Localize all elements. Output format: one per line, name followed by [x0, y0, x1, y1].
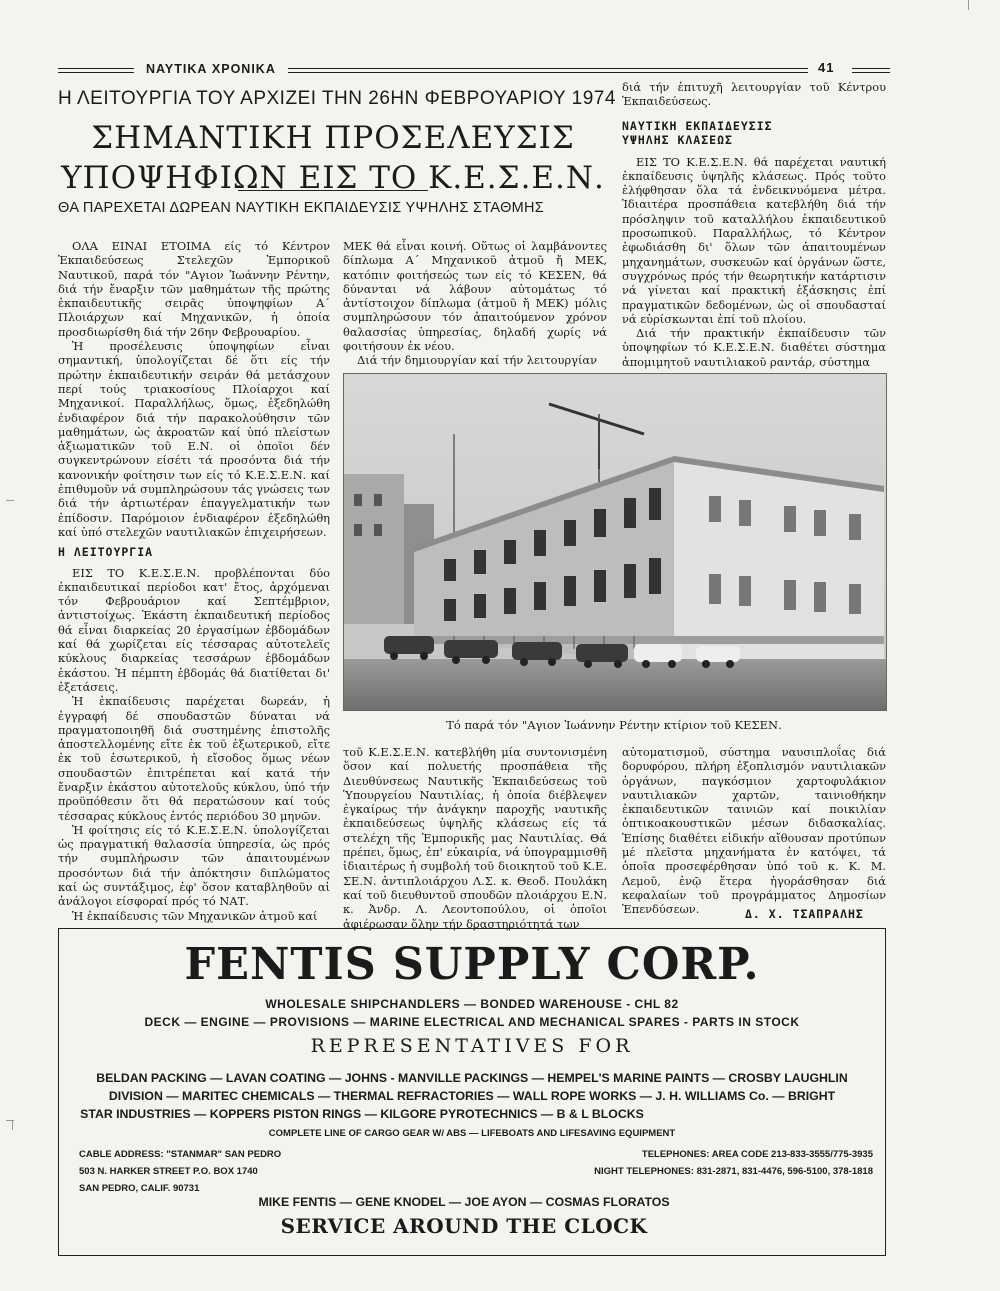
- ad-street-address: 503 N. HARKER STREET P.O. BOX 1740: [79, 1166, 258, 1177]
- ad-line-deck: DECK — ENGINE — PROVISIONS — MARINE ELECTRICAL AND MECHANICAL SPARES - PARTS IN STOCK: [144, 1015, 800, 1029]
- paragraph: τοῦ Κ.Ε.Σ.Ε.Ν. κατεβλήθη μία συντονισμένη ὅσον καί πολυετής προσπάθεια τῆς Διευθύνσεως Ναυτικῆς Ἐκπαιδεύσεως τοῦ Ὑπουργείου Ναυτιλίας, ἡ ὁποία διέβλεψεν ἐγκαίρως τήν ἀνάγκην παροχῆς ναυτικῆς ἐκπαιδεύσεως ὑψηλῆς κλάσεως είς τά στελέχη τῆς Ἐμπορικῆς μας Ναυτιλίας. Θά πρέπει, ὅμως, ἐπ' εὐκαιρία, νά ὑπογραμμισθῆ ἰδιαιτέρως ἡ συμβολή τοῦ διοικητοῦ τοῦ Κ.Ε. ΣΕ.Ν. ἀντιπλοιάρχου Λ.Σ. κ. Θεοδ. Πουλάκη καί τοῦ διευθυντοῦ σπουδῶν πλοιάρχου Ε.Ν. κ. Ἀνδρ. Λ. Λεοντοπούλου, οἱ ὁποῖοι ἀφιέρωσαν ὅλην τήν δραστηριότητά των: [343, 745, 607, 931]
- article-column-2-top: [343, 239, 607, 368]
- paragraph: ΟΛΑ ΕΙΝΑΙ ΕΤΟΙΜΑ είς τό Κέντρον Ἐκπαιδεύσεως Στελεχῶν Ἐμπορικοῦ Ναυτικοῦ, παρά τόν "Αγιον Ἰωάννην Ρέντην, διά τήν ἔναρξιν τῶν μαθημάτων τῆς πρώτης ἐκπαιδευτικῆς σειρᾶς ὑποψηφίων Α΄ Πλοιάρχων καί Μηχανικῶν, ἡ ὁποία προσδιωρίσθη διά τήν 26ην Φεβρουαρίου.: [58, 239, 330, 339]
- title-divider: [238, 190, 428, 191]
- section-heading: Η ΛΕΙΤΟΥΡΓΙΑ: [58, 545, 154, 560]
- header-rule-mid-2: [288, 72, 808, 73]
- header-rule-left-2: [58, 72, 134, 73]
- page-number: 41: [818, 60, 835, 75]
- ad-reps-line-1: BELDAN PACKING — LAVAN COATING — JOHNS - MANVILLE PACKINGS — HEMPEL'S MARINE PAINTS — CROSBY LAUGHLIN: [96, 1071, 848, 1085]
- article-subtitle: ΘΑ ΠΑΡΕΧΕΤΑΙ ΔΩΡΕΑΝ ΝΑΥΤΙΚΗ ΕΚΠΑΙΔΕΥΣΙΣ ΥΨΗΛΗΣ ΣΤΑΘΜΗΣ: [58, 200, 545, 216]
- ad-slogan: SERVICE AROUND THE CLOCK: [280, 1214, 648, 1238]
- paragraph: Ἡ ἐκπαίδευσις παρέχεται δωρεάν, ἡ ἐγγραφή δέ σπουδαστῶν δύναται νά πραγματοποιηθῆ διά συστημένης ἐπιστολῆς ἀποστελλομένης εἴτε ἐκ τοῦ ἐξωτερικοῦ, εἴτε ἐκ τοῦ ἐσωτερικοῦ, ἡ εἴσοδος ὅμως νέων σπουδαστῶν ἐπιτρέπεται καί κατά τήν ἔναρξιν ἑκάστου αὐτοτελοῦς κύκλου, ὑπό τήν προϋπόθεσιν ὅτι θά περατώσουν καί τούς τέσσαρας κύκλους ἐντός περιόδου 30 μηνῶν.: [58, 694, 330, 823]
- paragraph: Ἡ ἐκπαίδευσις τῶν Μηχανικῶν ἀτμοῦ καί: [72, 908, 318, 923]
- article-title: [58, 118, 608, 198]
- article-column-3-bottom: [622, 745, 886, 917]
- ad-cable-address: CABLE ADDRESS: "STANMAR" SAN PEDRO: [79, 1149, 282, 1160]
- section-heading-line-2: ΥΨΗΛΗΣ ΚΛΑΣΕΩΣ: [622, 132, 733, 147]
- paragraph: διά τήν ἐπιτυχῆ λειτουργίαν τοῦ Κέντρου Ἐκπαιδεύσεως.: [622, 80, 886, 109]
- section-heading-line-1: ΝΑΥΤΙΚΗ ΕΚΠΑΙΔΕΥΣΙΣ: [622, 118, 773, 133]
- building-photo: [343, 373, 887, 711]
- author-signature: Δ. Χ. ΤΣΑΠΡΑΛΗΣ: [745, 907, 864, 921]
- article-column-3-top: [622, 80, 886, 369]
- ad-names: MIKE FENTIS — GENE KNODEL — JOE AYON — COSMAS FLORATOS: [258, 1195, 670, 1209]
- article-title-line-1: ΣΗΜΑΝΤΙΚΗ ΠΡΟΣΕΛΕΥΣΙΣ: [91, 120, 575, 156]
- header-rule-mid: [288, 68, 808, 69]
- article-column-2-bottom: [343, 745, 607, 931]
- article-column-1: [58, 239, 330, 923]
- header-rule-right-2: [852, 72, 890, 73]
- paragraph: ΜΕΚ θά εἶναι κοινή. Οὕτως οἱ λαμβάνοντες δίπλωμα Α΄ Μηχανικοῦ ἀτμοῦ ἤ ΜΕΚ, κατόπιν φοιτήσεώς των είς τό ΚΕΣΕΝ, θά δύνανται νά λάβουν αὐτομάτως τό ἀντίστοιχον δίπλωμα (ἀτμοῦ ἤ ΜΕΚ) μόλις συμπληρώσουν τόν ἀπαιτούμενον χρόνον θαλασσίας ὑπηρεσίας, δηλαδή χωρίς νά φοιτήσουν ἐκ νέου.: [343, 239, 607, 354]
- ad-telephones: TELEPHONES: AREA CODE 213-833-3555/775-3935: [641, 1149, 873, 1160]
- paragraph: Ἡ φοίτησις είς τό Κ.Ε.Σ.Ε.Ν. ὑπολογίζεται ὡς πραγματική θαλασσία ὑπηρεσία, ὡς πρός τήν συμπλήρωσιν τῶν ἀπαιτουμένων προσόντων διά τήν ἀπόκτησιν διπλώματος καί ὡς συντάξιμος, ἐφ' ὅσον καταβληθοῦν αἱ ἀνάλογοι είσφοραί πρός τό ΝΑΤ.: [58, 822, 330, 909]
- magazine-name: ΝΑΥΤΙΚΑ ΧΡΟΝΙΚΑ: [146, 62, 276, 76]
- paragraph: Διά τήν πρακτικήν ἐκπαίδευσιν τῶν ὑποψηφίων τό Κ.Ε.Σ.Ε.Ν. διαθέτει σύστημα ἀπομιμητοῦ ναυτιλιακοῦ ραντάρ, σύστημα: [622, 326, 886, 369]
- ad-cargo-line: COMPLETE LINE OF CARGO GEAR W/ ABS — LIFEBOATS AND LIFESAVING EQUIPMENT: [268, 1128, 676, 1139]
- building-photo-illustration: [344, 374, 886, 710]
- ad-line-wholesale: WHOLESALE SHIPCHANDLERS — BONDED WAREHOUSE - CHL 82: [265, 997, 679, 1011]
- article-kicker: Η ΛΕΙΤΟΥΡΓΙΑ ΤΟΥ ΑΡΧΙΖΕΙ ΤΗΝ 26ΗΝ ΦΕΒΡΟΥΑΡΙΟΥ 1974: [58, 88, 616, 109]
- ad-company-name: FENTIS SUPPLY CORP.: [184, 939, 760, 990]
- paragraph: Ἡ προσέλευσις ὑποψηφίων εἶναι σημαντική, ὑπολογίζεται δέ ὅτι είς τήν πρώτην ἐκπαιδευτικήν σειράν θά μετάσχουν περί τούς τριακοσίους Πλοίαρχοι καί Μηχανικοί. Παραλλήλως, ὅμως, ἐξεδηλώθη ἐνδιαφέρον διά τήν παρακολούθησιν τῶν μαθημάτων, ὡς ἀκροατῶν καί ὑπό πλείστων ἀξιωματικῶν τοῦ Ε.Ν. οἱ ὁποῖοι δέν συγκεντρώνουν είσέτι τά προσόντα διά τήν κανονικήν φοίτησιν των είς τό Κ.Ε.Σ.Ε.Ν. καί ἐπιθυμοῦν νά συμπληρώσουν τάς γνώσεις των διά τήν ἀρτιωτέραν ἐπαγγελματικήν των ἐπίδοσιν. Παρόμοιον ἐνδιαφέρον ἐξεδηλώθη καί ὑπό στελεχῶν ναυτιλιακῶν ἐπιχειρήσεων.: [58, 339, 330, 539]
- header-rule-right: [852, 68, 890, 69]
- margin-mark: [968, 0, 969, 10]
- fentis-advertisement: [58, 928, 886, 1256]
- ad-reps-line-2: DIVISION — MARITEC CHEMICALS — THERMAL REFRACTORIES — WALL ROPE WORKS — J. H. WILLIAMS Co. — BRIGHT: [108, 1089, 836, 1103]
- ad-reps-line-3: STAR INDUSTRIES — KOPPERS PISTON RINGS — KILGORE PYROTECHNICS — B & L BLOCKS: [80, 1107, 644, 1121]
- ad-representatives-heading: REPRESENTATIVES FOR: [310, 1035, 634, 1057]
- margin-mark: [6, 500, 14, 501]
- header-rule-left: [58, 68, 134, 69]
- paragraph: ΕΙΣ ΤΟ Κ.Ε.Σ.Ε.Ν. θά παρέχεται ναυτική ἐκπαίδευσις ὑψηλῆς κλάσεως. Πρός τοῦτο ἐλήφθησαν ὅλα τά ἐνδεικνυόμενα μέτρα. Ἰδιαιτέρα προσπάθεια κατεβλήθη διά τήν πρόσληψιν τοῦ καταλλήλου ἐκπαιδευτικοῦ προσωπικοῦ. Παραλλήλως, τό Κέντρον ἐφωδιάσθη δι' ὅλων τῶν ἀπαιτουμένων μηχανημάτων, συσκευῶν καί ὀργάνων ὥστε, συγχρόνως πρός τήν θεωρητικήν κατάρτισιν νά γίνεται καί πρακτική ἐξάσκησις ἐπί πραγματικῶν δεδομένων, ὡς οἱ σπουδασταί νά εὑρίσκωνται ἐπί τοῦ πλοίου.: [622, 154, 886, 326]
- article-title-line-2: ΥΠΟΨΗΦΙΩΝ ΕΙΣ ΤΟ Κ.Ε.Σ.Ε.Ν.: [61, 160, 605, 196]
- margin-mark: [12, 1120, 13, 1130]
- paragraph: αὐτοματισμοῦ, σύστημα ναυσιπλοΐας διά δορυφόρου, πλήρη ἐξοπλισμόν ναυτιλιακῶν ὀργάνων, παγκόσμιον χαρτοφυλάκιον ναυτιλιακῶν χαρτῶν, ταινιοθήκην ἐκπαιδευτικῶν ταινιῶν καί ποικιλίαν ὀπτικοακουστικῶν μέσων διδασκαλίας. Ἐπίσης διαθέτει εἰδικήν αἴθουσαν προτύπων μέ πλεῖστα μηχανήματα ἐν κατόψει, τά ὁποῖα προσεφέρθησαν ὑπό τοῦ κ. Κ. Μ. Λεμοῦ, ἐνῷ ἕτερα ἠγοράσθησαν διά κεφαλαίων τοῦ προγράμματος Δημοσίων Ἐπενδύσεων.: [622, 745, 886, 917]
- ad-night-telephones: NIGHT TELEPHONES: 831-2871, 831-4476, 596-5100, 378-1818: [594, 1166, 873, 1177]
- photo-caption: Τό παρά τόν "Αγιον Ἰωάννην Ρέντην κτίριον τοῦ ΚΕΣΕΝ.: [446, 718, 782, 732]
- paragraph: Διά τήν δημιουργίαν καί τήν λειτουργίαν: [357, 353, 598, 368]
- ad-city: SAN PEDRO, CALIF. 90731: [79, 1183, 200, 1194]
- paragraph: ΕΙΣ ΤΟ Κ.Ε.Σ.Ε.Ν. προβλέπονται δύο ἐκπαιδευτικαί περίοδοι κατ' ἔτος, ἀρχόμεναι τόν Φεβρουάριον καί Σεπτέμβριον, ἀντιστοίχως. Ἑκάστη ἐκπαιδευτική περίοδος θά εἶναι διαρκείας 20 ἐργασίμων ἑβδομάδων καί θά χωρίζεται είς τέσσαρας αὐτοτελεῖς κύκλους διαρκείας τεσσάρων ἑβδομάδων ἑκάστου. Ἡ πέμπτη ἑβδομάς θά διατίθεται δι' ἐξετάσεις.: [58, 565, 330, 694]
